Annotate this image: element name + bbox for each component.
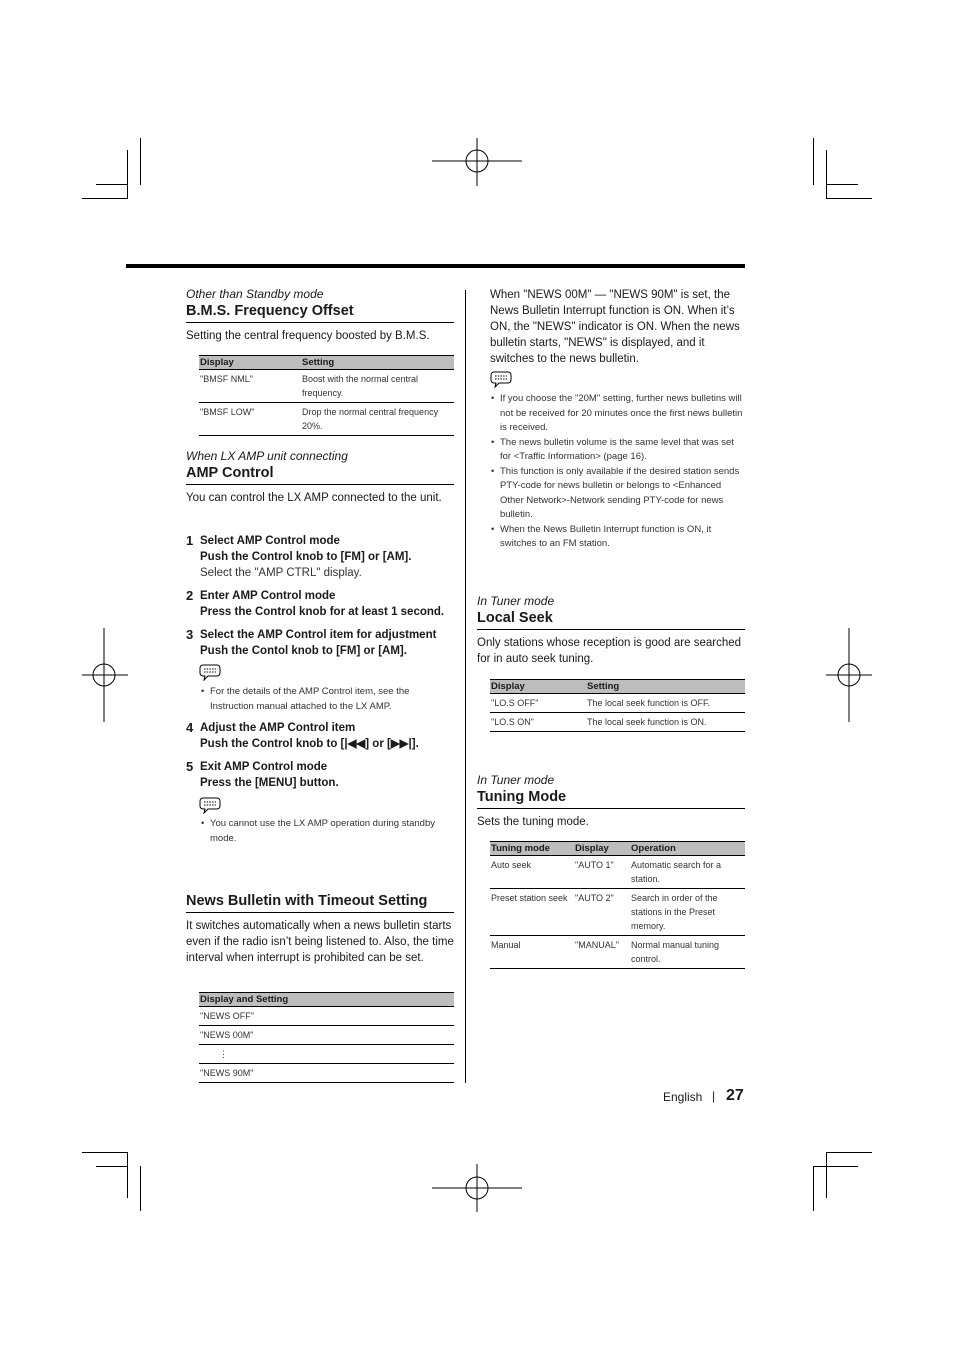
step-note: Select the "AMP CTRL" display.: [200, 567, 362, 579]
table-row: [490, 889, 745, 936]
step-instruction: Push the Contol knob to [FM] or [AM].: [200, 645, 407, 657]
table-cell: Manual: [490, 936, 574, 969]
table-row: [199, 1007, 454, 1026]
registration-mark-left: [82, 628, 128, 722]
table-cell: Automatic search for a station.: [630, 856, 745, 889]
step-instruction: Press the Control knob for at least 1 second.: [200, 606, 445, 618]
table-cell: Auto seek: [490, 856, 574, 889]
tuning-mode-section: [477, 772, 745, 830]
footer-separator: |: [712, 1089, 716, 1103]
amp-step-5: [186, 759, 456, 791]
list-item: • This function is only available if the desired station sends PTY-code for news bulletin or belongs to <Enhanced Other Network>-Network sending PTY-code for news bulletin.: [491, 465, 745, 523]
footer-language: English: [663, 1090, 703, 1104]
step-instruction: Push the Control knob to [|◀◀] or [▶▶|].: [200, 738, 419, 750]
news-notes: [491, 392, 745, 552]
note-text: The news bulletin volume is the same level that was set for <Traffic Information> (page 16).: [500, 436, 734, 462]
amp-step-4: [186, 720, 456, 752]
amp-note-3: • For the details of the AMP Control item, see the Instruction manual attached to the LX AMP.: [201, 685, 454, 714]
table-cell: "MANUAL": [574, 936, 630, 969]
local-seek-desc: Only stations whose reception is good are searched for in auto seek tuning.: [477, 637, 742, 665]
table-cell: Preset station seek: [490, 889, 574, 936]
table-cell: Drop the normal central frequency 20%.: [301, 403, 454, 436]
list-item: • If you choose the "20M" setting, further news bulletins will not be received for 20 minutes once the first news bulletin is received.: [491, 392, 745, 436]
page-number: 27: [726, 1087, 744, 1104]
step-title: Select the AMP Control item for adjustment: [200, 629, 437, 641]
table-row: [490, 713, 745, 732]
tuning-header-display: Display: [574, 842, 630, 856]
step-title: Adjust the AMP Control item: [200, 722, 356, 734]
local-seek-table: [490, 679, 745, 732]
note-icon: [199, 796, 221, 814]
note-text: This function is only available if the desired station sends PTY-code for news bulletin or belongs to <Enhanced Other Network>-Network sending PTY-code for news bulletin.: [500, 465, 740, 520]
local-seek-section: [477, 593, 745, 667]
column-divider: [465, 290, 466, 1083]
registration-mark-top: [430, 138, 524, 186]
table-cell: "BMSF LOW": [199, 403, 301, 436]
table-cell: Search in order of the stations in the Preset memory.: [630, 889, 745, 936]
amp-section: [186, 448, 454, 506]
table-cell: ⋮: [199, 1045, 454, 1064]
tuning-mode-mode: In Tuner mode: [477, 773, 555, 787]
table-row: [199, 403, 454, 436]
amp-desc: You can control the LX AMP connected to the unit.: [186, 492, 442, 504]
news-table: [199, 992, 454, 1083]
step-number: 2: [186, 588, 194, 603]
registration-mark-bottom: [430, 1164, 524, 1212]
step-title: Enter AMP Control mode: [200, 590, 336, 602]
amp-step-1: [186, 533, 456, 581]
step-number: 3: [186, 627, 194, 642]
news-section: [186, 892, 454, 966]
step-instruction: Push the Control knob to [FM] or [AM].: [200, 551, 412, 563]
step-title: Select AMP Control mode: [200, 535, 340, 547]
amp-mode: When LX AMP unit connecting: [186, 449, 348, 463]
amp-title: AMP Control: [186, 464, 454, 485]
local-header-setting: Setting: [586, 680, 745, 694]
step-number: 5: [186, 759, 194, 774]
bms-mode: Other than Standby mode: [186, 287, 324, 301]
step-title: Exit AMP Control mode: [200, 761, 328, 773]
local-seek-title: Local Seek: [477, 609, 745, 630]
news-title: News Bulletin with Timeout Setting: [186, 892, 454, 913]
table-cell: "LO.S OFF": [490, 694, 586, 713]
tuning-mode-table: [490, 841, 745, 969]
step-number: 1: [186, 533, 194, 548]
amp-step-2: [186, 588, 456, 620]
tuning-mode-desc: Sets the tuning mode.: [477, 816, 589, 828]
table-row: [199, 1064, 454, 1083]
table-cell: "BMSF NML": [199, 370, 301, 403]
note-text: For the details of the AMP Control item, see the Instruction manual attached to the LX AMP.: [210, 686, 410, 712]
header-rule: [126, 264, 745, 268]
bms-table: [199, 355, 454, 436]
bms-section: [186, 286, 454, 344]
note-text: You cannot use the LX AMP operation during standby mode.: [210, 818, 435, 844]
table-cell: "AUTO 2": [574, 889, 630, 936]
note-icon: [490, 370, 512, 388]
registration-mark-right: [826, 628, 872, 722]
table-row: [199, 370, 454, 403]
table-cell: "LO.S ON": [490, 713, 586, 732]
local-header-display: Display: [490, 680, 586, 694]
bms-header-setting: Setting: [301, 356, 454, 370]
table-cell: "NEWS 00M": [199, 1026, 454, 1045]
list-item: • When the News Bulletin Interrupt function is ON, it switches to an FM station.: [491, 523, 745, 552]
news-header: Display and Setting: [199, 993, 454, 1007]
list-item: • The news bulletin volume is the same level that was set for <Traffic Information> (page 16).: [491, 436, 745, 465]
note-text: When the News Bulletin Interrupt function is ON, it switches to an FM station.: [500, 523, 712, 549]
amp-note-5: • You cannot use the LX AMP operation during standby mode.: [201, 817, 454, 846]
table-row: [490, 936, 745, 969]
table-cell: Boost with the normal central frequency.: [301, 370, 454, 403]
tuning-mode-title: Tuning Mode: [477, 788, 745, 809]
local-seek-mode: In Tuner mode: [477, 594, 555, 608]
bms-header-display: Display: [199, 356, 301, 370]
note-text: If you choose the "20M" setting, further news bulletins will not be received for 20 minutes once the first news bulletin is received.: [500, 393, 743, 433]
table-cell: Normal manual tuning control.: [630, 936, 745, 969]
step-number: 4: [186, 720, 194, 735]
table-row: [199, 1045, 454, 1064]
table-row: [490, 694, 745, 713]
bms-title: B.M.S. Frequency Offset: [186, 302, 454, 323]
note-icon: [199, 663, 221, 681]
news-desc: It switches automatically when a news bulletin starts even if the radio isn’t being listened to. Also, the time interval when interrupt is prohibited can be set.: [186, 920, 454, 964]
table-cell: "NEWS 90M": [199, 1064, 454, 1083]
news-continued: When "NEWS 00M" — "NEWS 90M" is set, the News Bulletin Interrupt function is ON. When it’s ON, the "NEWS" indicator is ON. When the news bulletin starts, "NEWS" is displayed, and it switches to the news bulletin.: [490, 289, 740, 365]
table-row: [490, 856, 745, 889]
table-cell: "AUTO 1": [574, 856, 630, 889]
table-cell: The local seek function is ON.: [586, 713, 745, 732]
table-cell: The local seek function is OFF.: [586, 694, 745, 713]
table-row: [199, 1026, 454, 1045]
step-instruction: Press the [MENU] button.: [200, 777, 339, 789]
tuning-header-operation: Operation: [630, 842, 745, 856]
tuning-header-mode: Tuning mode: [490, 842, 574, 856]
bms-desc: Setting the central frequency boosted by B.M.S.: [186, 330, 430, 342]
amp-step-3: [186, 627, 456, 659]
table-cell: "NEWS OFF": [199, 1007, 454, 1026]
